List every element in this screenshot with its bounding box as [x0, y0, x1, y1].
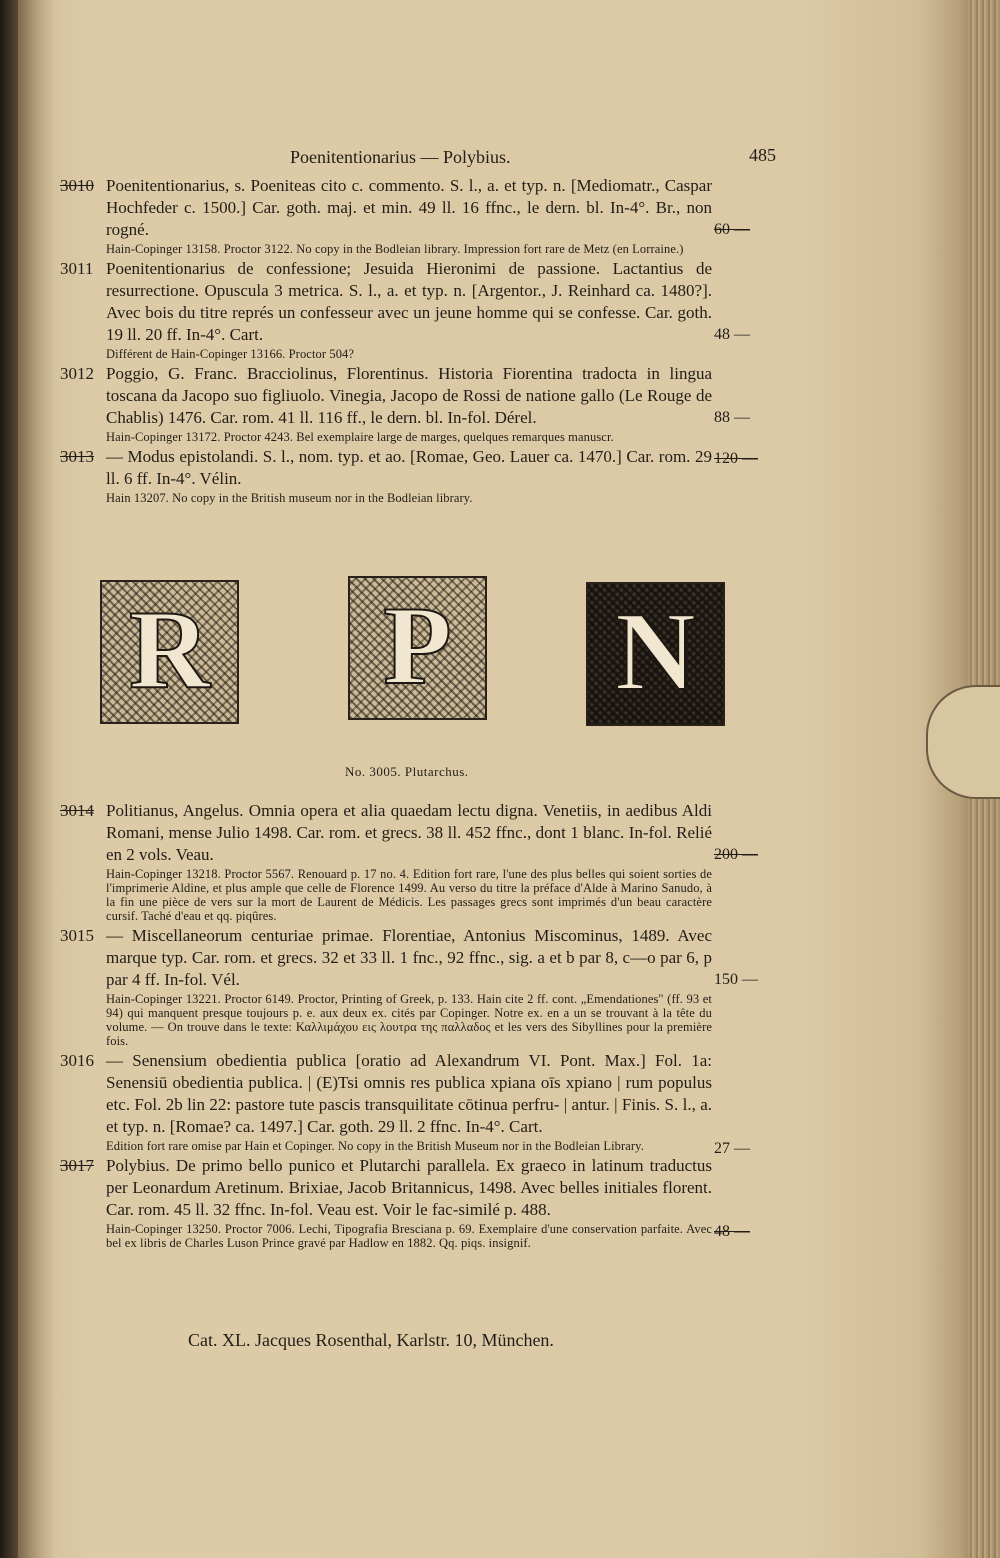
entry-number: 3013	[60, 447, 94, 466]
woodcut-caption: No. 3005. Plutarchus.	[345, 764, 469, 779]
entry-number: 3011	[60, 259, 94, 278]
entry-note: Hain-Copinger 13218. Proctor 5567. Renouard p. 17 no. 4. Edition fort rare, l'une des plus belles qui soient sorties de l'imprimerie Aldine, et plus ample que celle de Florence 1499. Au verso du titre la préface d'Alde à Marino Sanudo, à la fin une pièce de vers sur la mort de Laurent de Médicis. Les passages grecs sont imprimés d'un beau caractère cursif. Taché d'eau et qq. piqûres.	[106, 867, 712, 923]
entry-text: Polybius. De primo bello punico et Plutarchi parallela. Ex graeco in latinum traductus per Leonardum Aretinum. Brixiae, Jacob Britannicus, 1498. Avec belles initiales florent. Car. rom. 45 ll. 32 ffnc. In-fol. Veau est. Voir le fac-similé p. 488.	[106, 1156, 712, 1219]
entry-number: 3017	[60, 1156, 94, 1175]
entry-text: Politianus, Angelus. Omnia opera et alia quaedam lectu digna. Venetiis, in aedibus Aldi Romani, mense Julio 1498. Car. rom. et grecs. 38 ll. 452 ffnc., dont 1 blanc. In-fol. Relié en 2 vols. Veau.	[106, 801, 712, 864]
page-number: 485	[749, 145, 776, 165]
running-title: Poenitentionarius — Polybius.	[290, 147, 511, 167]
entry-body	[106, 1155, 712, 1250]
entry-text: Poenitentionarius, s. Poeniteas cito c. commento. S. l., a. et typ. n. [Mediomatr., Caspar Hochfeder c. 1500.] Car. goth. maj. et min. 49 ll. 16 ffnc., le dern. bl. In-4°. Br., non rogné.	[106, 176, 712, 239]
entry-price: 200 —	[714, 846, 758, 863]
entry-body	[106, 446, 712, 505]
catalog-entry	[60, 800, 780, 923]
woodcut-initials	[100, 580, 720, 779]
entry-text: Poggio, G. Franc. Bracciolinus, Florentinus. Historia Fiorentina tradocta in lingua toscana da Jacopo suo figliuolo. Vinegia, Jacopo de Rossi de natione gallo (Le Rouge de Chablis) 1476. Car. rom. 41 ll. 116 ff., le dern. bl. In-fol. Dérel.	[106, 364, 712, 427]
entry-number: 3014	[60, 801, 94, 820]
entry-text: Poenitentionarius de confessione; Jesuida Hieronimi de passione. Lactantius de resurrectione. Opuscula 3 metrica. S. l., a. et typ. n. [Argentor., J. Reinhard ca. 1480?]. Avec bois du titre représ un confesseur avec un jeune homme qui se confesse. Car. goth. 19 ll. 20 ff. In-4°. Cart.	[106, 259, 712, 344]
initial-letter: P	[383, 584, 452, 708]
entry-body	[106, 363, 712, 444]
entry-price: 48 —	[714, 1223, 750, 1240]
catalog-footer: Cat. XL. Jacques Rosenthal, Karlstr. 10, München.	[188, 1330, 554, 1350]
entry-body	[106, 258, 712, 361]
entry-note: Hain-Copinger 13172. Proctor 4243. Bel exemplaire large de marges, quelques remarques manuscr.	[106, 430, 614, 444]
entry-text: — Modus epistolandi. S. l., nom. typ. et ao. [Romae, Geo. Lauer ca. 1470.] Car. rom. 29 ll. 6 ff. In-4°. Vélin.	[106, 447, 712, 488]
entry-text: — Senensium obedientia publica [oratio ad Alexandrum VI. Pont. Max.] Fol. 1a: Senensiū obedientia publica. | (E)Tsi omnis res publica xpiana oīs xpiano | rum populus etc. Fol. 2b lin 22: pastore tute pascis transquilitate cōtinua perfru- | antur. | Finis. S. l., a. et typ. n. [Romae? ca. 1497.] Car. goth. 29 ll. 2 ffnc. In-4°. Cart.	[106, 1051, 712, 1136]
initial-letter: N	[615, 590, 696, 714]
entry-number: 3015	[60, 926, 94, 945]
entries-bottom	[60, 800, 780, 1252]
entry-body	[106, 1050, 712, 1153]
woodcut-initial	[100, 580, 239, 724]
entry-text: — Miscellaneorum centuriae primae. Florentiae, Antonius Miscominus, 1489. Avec marque typ. Car. rom. et grecs. 32 et 33 ll. 1 fnc., 92 ffnc., sig. a et b par 8, c—o par 6, p par 4 ff. In-fol. Vél.	[106, 926, 712, 989]
entry-price: 120 —	[714, 450, 758, 467]
entry-number: 3016	[60, 1051, 94, 1070]
entries-top	[60, 175, 780, 507]
entry-number: 3010	[60, 176, 94, 195]
entry-price: 150 —	[714, 971, 758, 988]
catalog-entry	[60, 363, 780, 444]
entry-note: Hain-Copinger 13221. Proctor 6149. Proctor, Printing of Greek, p. 133. Hain cite 2 ff. cont. „Emendationes" (ff. 93 et 94) qui manquent presque toujours p. e. aux deux ex. cités par Copinger. Notre ex. en a un se trouvant à la tête du volume. — On trouve dans le texte: Καλλιμάχου εις λουτρα της παλλαδος et les vers des Sibyllines pour la première fois.	[106, 992, 712, 1048]
entry-price: 27 —	[714, 1140, 750, 1157]
catalog-entry	[60, 1155, 780, 1250]
catalog-entry	[60, 446, 780, 505]
entry-note: Hain-Copinger 13158. Proctor 3122. No copy in the Bodleian library. Impression fort rare de Metz (en Lorraine.)	[106, 242, 684, 256]
running-header	[200, 145, 780, 175]
woodcut-initial	[348, 576, 487, 720]
initial-letter: R	[129, 588, 210, 712]
catalog-entry	[60, 258, 780, 361]
catalog-entry	[60, 1050, 780, 1157]
entry-note: Edition fort rare omise par Hain et Copinger. No copy in the British Museum nor in the Bodleian Library.	[106, 1139, 644, 1153]
entry-price: 48 —	[714, 326, 750, 343]
entry-number: 3012	[60, 364, 94, 383]
entry-body	[106, 925, 712, 1048]
entry-note: Hain-Copinger 13250. Proctor 7006. Lechi, Tipografia Bresciana p. 69. Exemplaire d'une conservation parfaite. Avec bel ex libris de Charles Luson Prince gravé par Hadlow en 1882. Qq. piqs. insignif.	[106, 1222, 712, 1250]
entry-note: Hain 13207. No copy in the British museum nor in the Bodleian library.	[106, 491, 473, 505]
catalog-entry	[60, 175, 780, 256]
woodcut-initial	[586, 582, 725, 726]
entry-body	[106, 800, 712, 923]
entry-price: 88 —	[714, 409, 750, 426]
entry-note: Différent de Hain-Copinger 13166. Proctor 504?	[106, 347, 355, 361]
entry-price: 60 —	[714, 221, 750, 238]
entry-body	[106, 175, 712, 256]
catalog-entry	[60, 925, 780, 1048]
